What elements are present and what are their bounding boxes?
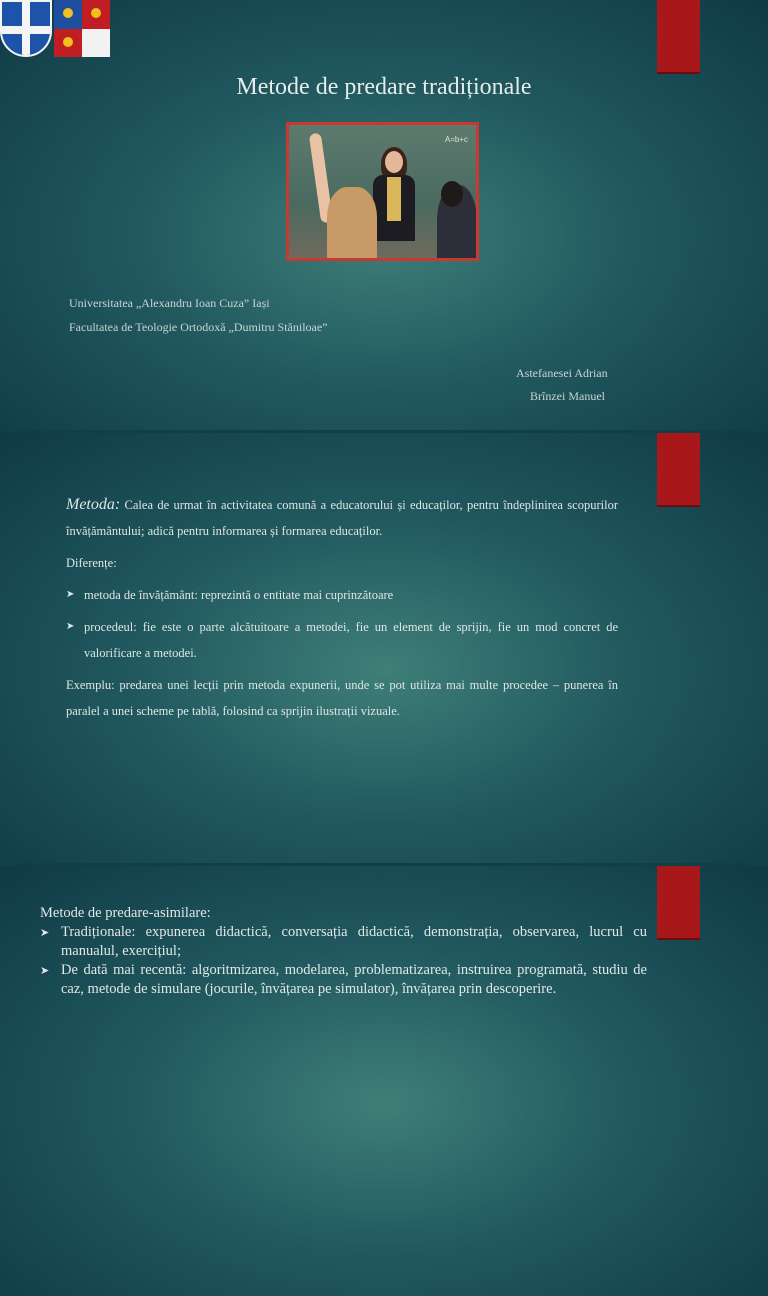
title-slide bbox=[0, 0, 768, 430]
list-item: ➤ metoda de învățământ: reprezintă o entitate mai cuprinzătoare bbox=[66, 582, 618, 608]
red-accent-tab bbox=[657, 866, 700, 940]
slide-body bbox=[40, 904, 647, 999]
slide-title: Metode de predare tradiționale bbox=[236, 74, 532, 100]
university-logos bbox=[0, 0, 110, 57]
author-name: Astefanesei Adrian bbox=[516, 366, 608, 380]
differences-label: Diferențe: bbox=[66, 556, 117, 570]
classroom-photo bbox=[286, 122, 479, 261]
arrowhead-icon: ➤ bbox=[66, 589, 75, 600]
blackboard-text: A=b+c bbox=[444, 135, 468, 144]
methods-slide bbox=[0, 866, 768, 1296]
faculty-crest-icon bbox=[54, 0, 110, 57]
arrowhead-icon: ➤ bbox=[66, 621, 75, 632]
definition-text: Calea de urmat în activitatea comună a educatorului și educaților, pentru îndeplinirea scopurilor învățământului; adică pentru informarea și formarea educaților. bbox=[66, 498, 618, 538]
list-item: ➤ De dată mai recentă: algoritmizarea, modelarea, problematizarea, instruirea programată, studiu de caz, metode de simulare (jocurile, învățarea pe simulator), învățarea prin descoperire. bbox=[40, 962, 647, 997]
red-accent-tab bbox=[657, 0, 700, 74]
red-accent-tab bbox=[657, 433, 700, 507]
faculty-name: Facultatea de Teologie Ortodoxă „Dumitru Stăniloae” bbox=[69, 320, 328, 334]
list-item: ➤ Tradiționale: expunerea didactică, conversația didactică, demonstrația, observarea, lucrul cu manualul, exercițiul; bbox=[40, 924, 647, 959]
definition-slide bbox=[0, 433, 768, 863]
definition-paragraph bbox=[66, 492, 618, 544]
university-crest-icon bbox=[0, 0, 52, 57]
arrowhead-icon: ➤ bbox=[40, 927, 50, 939]
arrowhead-icon: ➤ bbox=[40, 965, 50, 977]
slide-body bbox=[66, 492, 618, 724]
university-name: Universitatea „Alexandru Ioan Cuza” Iași bbox=[69, 296, 270, 310]
section-heading: Metode de predare-asimilare: bbox=[40, 905, 211, 921]
list-item: ➤ procedeul: fie este o parte alcătuitoare a metodei, fie un element de sprijin, fie un mod concret de valorificare a metodei. bbox=[66, 614, 618, 666]
example-paragraph: Exemplu: predarea unei lecții prin metoda expunerii, unde se pot utiliza mai multe procedee – punerea în paralel a unei scheme pe tablă, folosind ca sprijin ilustrații vizuale. bbox=[66, 678, 618, 718]
term-label: Metoda: bbox=[66, 496, 121, 513]
author-name: Brînzei Manuel bbox=[530, 389, 605, 403]
